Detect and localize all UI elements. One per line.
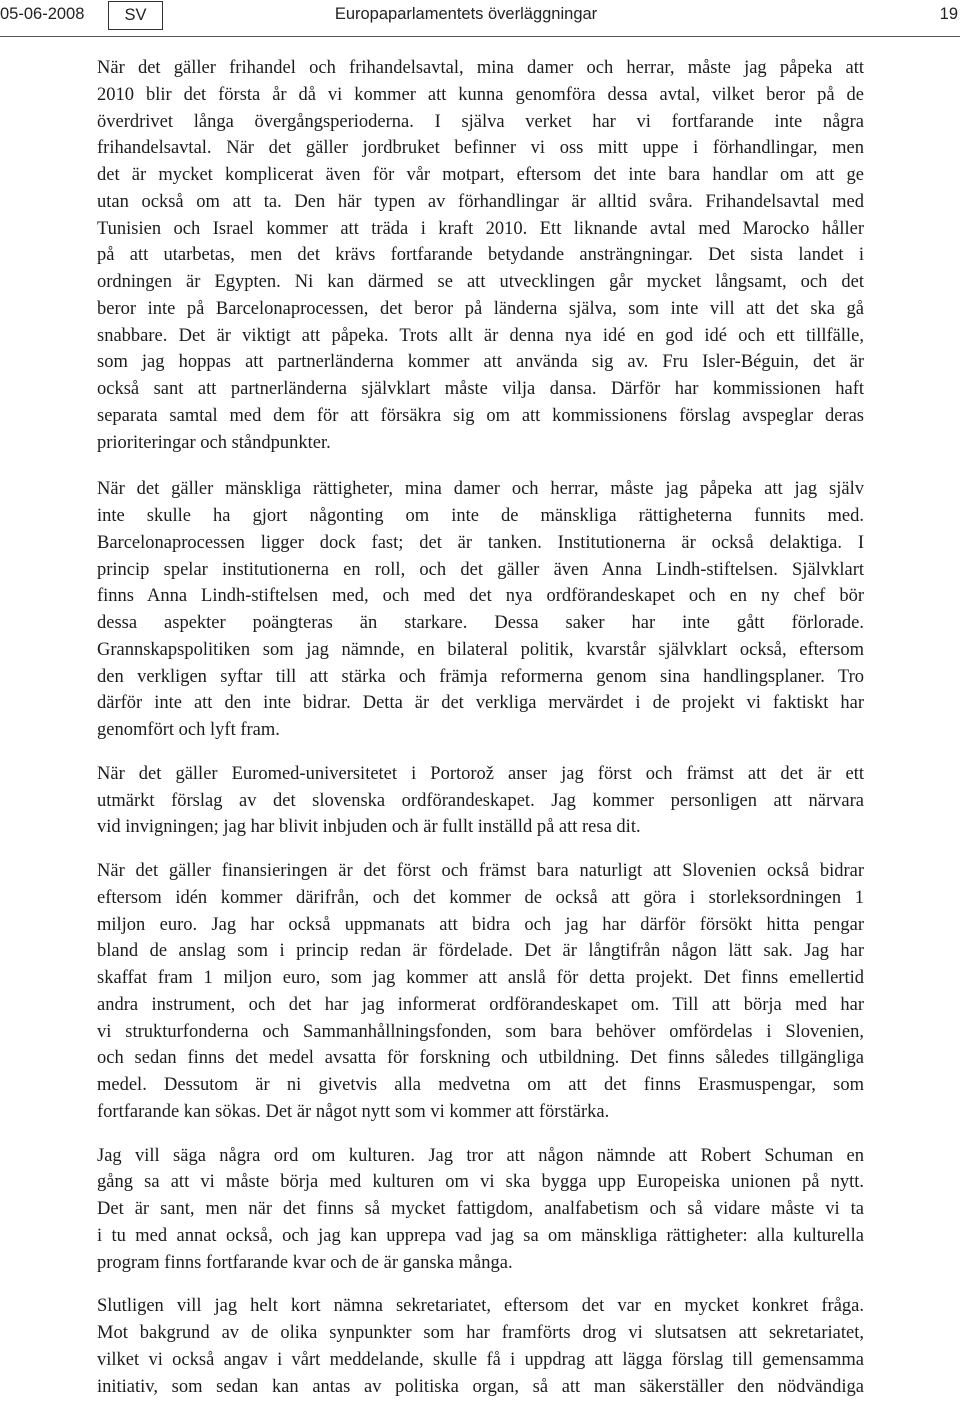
paragraph-line: därför inte att den inte bidrar. Detta är det verkliga mervärdet i de projekt vi faktiskt har [97, 693, 864, 714]
paragraph-line: andra instrument, och det har jag informerat ordförandeskapet om. Till att börja med har [97, 994, 864, 1015]
paragraph-line: och sedan finns det medel avsatta för forskning och utbildning. Det finns således tillgängliga [97, 1048, 864, 1069]
paragraph-line: Jag vill säga några ord om kulturen. Jag tror att någon nämnde att Robert Schuman en [97, 1145, 864, 1166]
paragraph-line: När det gäller frihandel och frihandelsavtal, mina damer och herrar, måste jag påpeka att [97, 58, 864, 78]
paragraph-line: initiativ, som sedan kan antas av politiska organ, så att man säkerställer den nödvändiga [97, 1376, 864, 1397]
paragraph-line: Tunisien och Israel kommer att träda i kraft 2010. Ett liknande avtal med Marocko håller [97, 218, 864, 239]
paragraph-line: separata samtal med dem för att försäkra sig om att kommissionens förslag avspeglar deras [97, 405, 864, 426]
paragraph-line: program finns fortfarande kvar och de är ganska många. [97, 1252, 513, 1273]
paragraph-line: skaffat fram 1 miljon euro, som jag kommer att anslå för detta projekt. Det finns emellertid [97, 968, 864, 988]
paragraph-line: När det gäller finansieringen är det först och främst bara naturligt att Slovenien också bidrar [97, 861, 864, 881]
paragraph-line: som jag hoppas att partnerländerna kommer att använda sig av. Fru Isler-Béguin, det är [97, 352, 864, 373]
paragraph [97, 858, 864, 1126]
paragraph-line: frihandelsavtal. När det gäller jordbruket befinner vi oss mitt uppe i förhandlingar, men [97, 138, 864, 159]
paragraph-line: genomfört och lyft fram. [97, 720, 280, 740]
page-header [0, 0, 960, 37]
paragraph [97, 1143, 864, 1277]
paragraph-line: ordningen är Egypten. Ni kan därmed se att utvecklingen går mycket långsamt, och det [97, 272, 864, 292]
paragraph-line: bland de anslag som i princip redan är fördelade. Det är långtifrån någon lätt sak. Jag har [97, 941, 864, 962]
header-title: Europaparlamentets överläggningar [334, 5, 598, 23]
header-divider [0, 36, 960, 37]
paragraph-line: inte skulle ha gjort någonting om inte de mänskliga rättigheterna funnits med. [97, 506, 864, 526]
paragraph-line: Slutligen vill jag helt kort nämna sekretariatet, eftersom det var en mycket konkret fråga. [97, 1296, 864, 1317]
paragraph-line: vilket vi också angav i vårt meddelande, skulle få i uppdrag att lägga förslag till gemensamma [97, 1349, 864, 1370]
paragraph-line: snabbare. Det är viktigt att påpeka. Trots allt är denna nya idé en god idé och ett tillfälle, [97, 325, 864, 346]
paragraph [97, 476, 864, 744]
paragraph-line: på att utarbetas, men det krävs fortfarande betydande ansträngningar. Det sista landet i [97, 245, 864, 266]
paragraph-line: eftersom idén kommer därifrån, och det kommer de också att göra i storleksordningen 1 [97, 887, 864, 908]
paragraph-line: finns Anna Lindh-stiftelsen med, och med det nya ordförandeskapet och en ny chef bör [97, 586, 864, 607]
paragraph-line: 2010 blir det första år då vi kommer att kunna genomföra dessa avtal, vilket beror på de [97, 84, 864, 105]
paragraph-line: princip spelar institutionerna en roll, och det gäller även Anna Lindh-stiftelsen. Självklart [97, 559, 864, 580]
page-number: 19 [939, 5, 958, 23]
document-body [97, 55, 864, 1400]
paragraph-line: När det gäller Euromed-universitetet i Portorož anser jag först och främst att det är ett [97, 763, 864, 784]
paragraph [97, 761, 864, 841]
paragraph-line: beror inte på Barcelonaprocessen, det beror på länderna själva, som inte vill att det ska gå [97, 298, 864, 319]
paragraph-line: Grannskapspolitiken som jag nämnde, en bilateral politik, kvarstår självklart också, eftersom [97, 639, 864, 660]
paragraph-line: miljon euro. Jag har också uppmanats att bidra och jag har därför försökt hitta pengar [97, 914, 864, 935]
paragraph-line: När det gäller mänskliga rättigheter, mina damer och herrar, måste jag påpeka att jag själv [97, 479, 864, 500]
paragraph-line: det är mycket komplicerat även för vår motpart, eftersom det inte bara handlar om att ge [97, 165, 864, 185]
paragraph-line: Barcelonaprocessen ligger dock fast; det är tanken. Institutionerna är också delaktiga. I [97, 532, 864, 553]
paragraph-line: fortfarande kan sökas. Det är något nytt som vi kommer att förstärka. [97, 1101, 610, 1122]
paragraph [97, 1293, 864, 1400]
paragraph-line: medel. Dessutom är ni givetvis alla medvetna om att det finns Erasmuspengar, som [97, 1075, 864, 1095]
paragraph-line: prioriteringar och ståndpunkter. [97, 432, 331, 453]
language-code-box: SV [108, 1, 163, 30]
paragraph-line: vi strukturfonderna och Sammanhållningsfonden, som bara behöver omfördelas i Slovenien, [97, 1021, 864, 1042]
paragraph-line: Det är sant, men när det finns så mycket fattigdom, analfabetism och så vidare måste vi ta [97, 1199, 864, 1219]
paragraph [97, 55, 864, 456]
paragraph-line: den verkligen syftar till att stärka och främja reformerna genom sina handlingsplaner. Tro [97, 666, 864, 687]
paragraph-line: i tu med annat också, och jag kan upprepa vad jag sa om mänskliga rättigheter: alla kulturella [97, 1225, 864, 1246]
paragraph-line: Mot bakgrund av de olika synpunkter som har framförts drog vi slutsatsen att sekretariatet, [97, 1323, 864, 1343]
paragraph-line: överdrivet långa övergångsperioderna. I själva verket har vi fortfarande inte några [97, 111, 864, 132]
paragraph-line: också sant att partnerländerna självklart måste vilja dansa. Därför har kommissionen haft [97, 379, 864, 399]
paragraph-line: utmärkt förslag av det slovenska ordförandeskapet. Jag kommer personligen att närvara [97, 790, 864, 811]
paragraph-line: gång sa att vi måste börja med kulturen om vi ska bygga upp Europeiska unionen på nytt. [97, 1172, 864, 1193]
paragraph-line: dessa aspekter poängteras än starkare. Dessa saker har inte gått förlorade. [97, 613, 864, 633]
paragraph-line: utan också om att ta. Den här typen av förhandlingar är alltid svåra. Frihandelsavtal med [97, 191, 864, 212]
header-date: 05-06-2008 [0, 5, 85, 23]
paragraph-line: vid invigningen; jag har blivit inbjuden och är fullt inställd på att resa dit. [97, 817, 641, 838]
